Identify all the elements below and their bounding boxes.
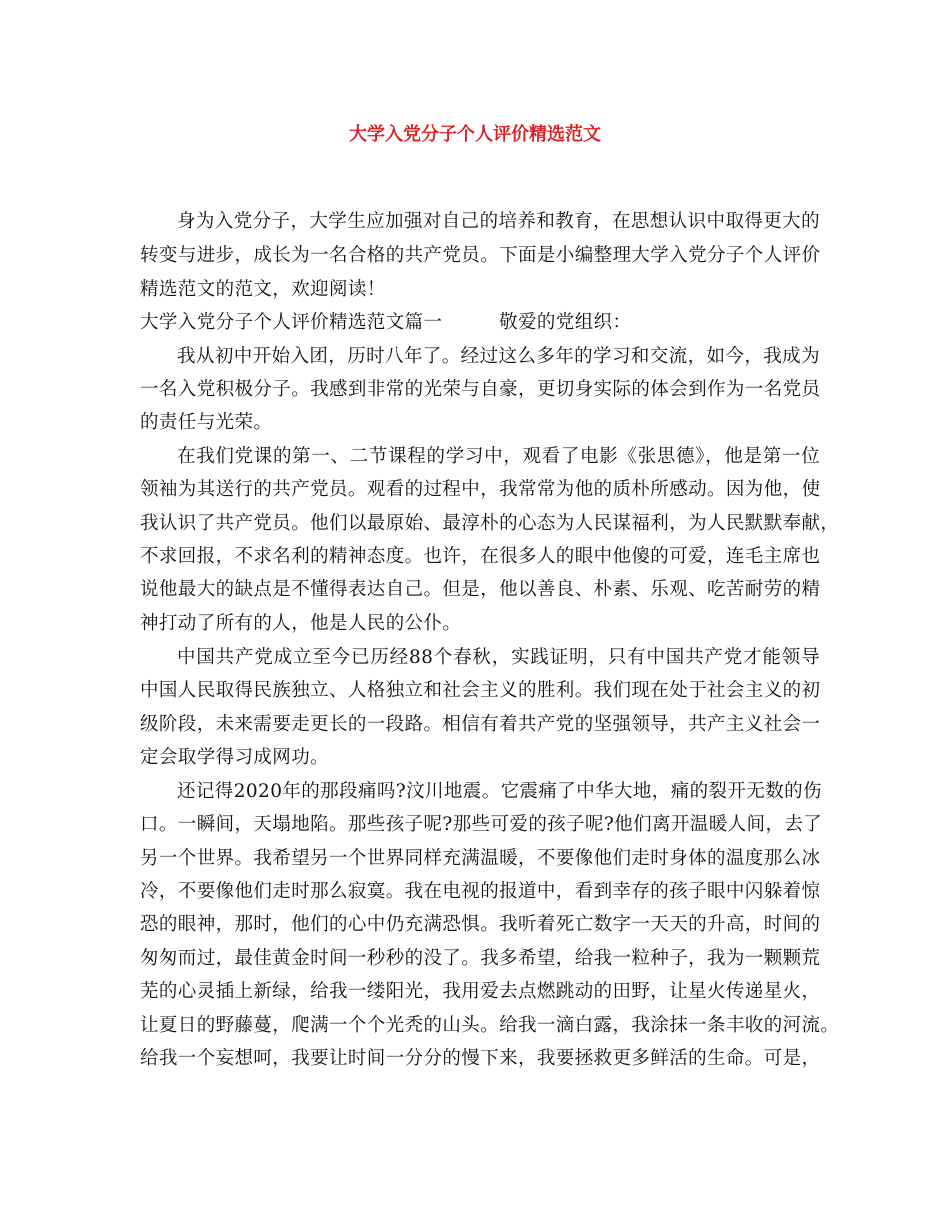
paragraph-line: 我认识了共产党员。他们以最原始、最淳朴的心态为人民谋福利，为人民默默奉献， <box>140 513 840 534</box>
document-title: 大学入党分子个人评价精选范文 <box>349 124 601 145</box>
paragraph-line: 说他最大的缺点是不懂得表达自己。但是，他以善良、朴素、乐观、吃苦耐劳的精 <box>140 579 821 600</box>
paragraph-line: 中国共产党成立至今已历经88个春秋，实践证明，只有中国共产党才能领导 <box>177 647 820 668</box>
paragraph-line: 精选范文的范文，欢迎阅读！ <box>140 279 386 300</box>
paragraph-line: 领袖为其送行的共产党员。观看的过程中，我常常为他的质朴所感动。因为他，使 <box>140 479 821 500</box>
paragraph-line: 我从初中开始入团，历时八年了。经过这么多年的学习和交流，如今，我成为 <box>177 346 820 367</box>
paragraph-line: 给我一个妄想呵，我要让时间一分分的慢下来，我要拯救更多鲜活的生命。可是， <box>140 1048 821 1069</box>
paragraph-line: 还记得2020年的那段痛吗?汶川地震。它震痛了中华大地，痛的裂开无数的伤 <box>177 781 822 802</box>
paragraph-line: 身为入党分子，大学生应加强对自己的培养和教育，在思想认识中取得更大的 <box>177 211 820 232</box>
section-heading-line: 大学入党分子个人评价精选范文篇一 敬爱的党组织： <box>140 312 632 333</box>
paragraph-line: 冷，不要像他们走时那么寂寞。我在电视的报道中，看到幸存的孩子眼中闪躲着惊 <box>140 881 821 902</box>
paragraph-line: 转变与进步，成长为一名合格的共产党员。下面是小编整理大学入党分子个人评价 <box>140 245 821 266</box>
paragraph-line: 级阶段，未来需要走更长的一段路。相信有着共产党的坚强领导，共产主义社会一 <box>140 714 821 735</box>
paragraph-line: 神打动了所有的人，他是人民的公仆。 <box>140 613 462 634</box>
paragraph-line: 让夏日的野藤蔓，爬满一个个光秃的山头。给我一滴白露，我涂抹一条丰收的河流。 <box>140 1015 840 1036</box>
paragraph-line: 定会取学得习成网功。 <box>140 747 330 768</box>
paragraph-line: 口。一瞬间，天塌地陷。那些孩子呢?那些可爱的孩子呢?他们离开温暖人间，去了 <box>140 814 823 835</box>
paragraph-line: 芜的心灵插上新绿，给我一缕阳光，我用爱去点燃跳动的田野，让星火传递星火， <box>140 981 821 1002</box>
paragraph-line: 另一个世界。我希望另一个世界同样充满温暖，不要像他们走时身体的温度那么冰 <box>140 848 821 869</box>
paragraph-line: 的责任与光荣。 <box>140 412 273 433</box>
paragraph-line: 中国人民取得民族独立、人格独立和社会主义的胜利。我们现在处于社会主义的初 <box>140 680 821 701</box>
paragraph-line: 一名入党积极分子。我感到非常的光荣与自豪，更切身实际的体会到作为一名党员 <box>140 379 821 400</box>
paragraph-line: 匆匆而过，最佳黄金时间一秒秒的没了。我多希望，给我一粒种子，我为一颗颗荒 <box>140 948 821 969</box>
paragraph-line: 恐的眼神，那时，他们的心中仍充满恐惧。我听着死亡数字一天天的升高，时间的 <box>140 914 821 935</box>
paragraph-line: 在我们党课的第一、二节课程的学习中，观看了电影《张思德》，他是第一位 <box>177 446 820 467</box>
paragraph-line: 不求回报，不求名利的精神态度。也许，在很多人的眼中他傻的可爱，连毛主席也 <box>140 546 821 567</box>
